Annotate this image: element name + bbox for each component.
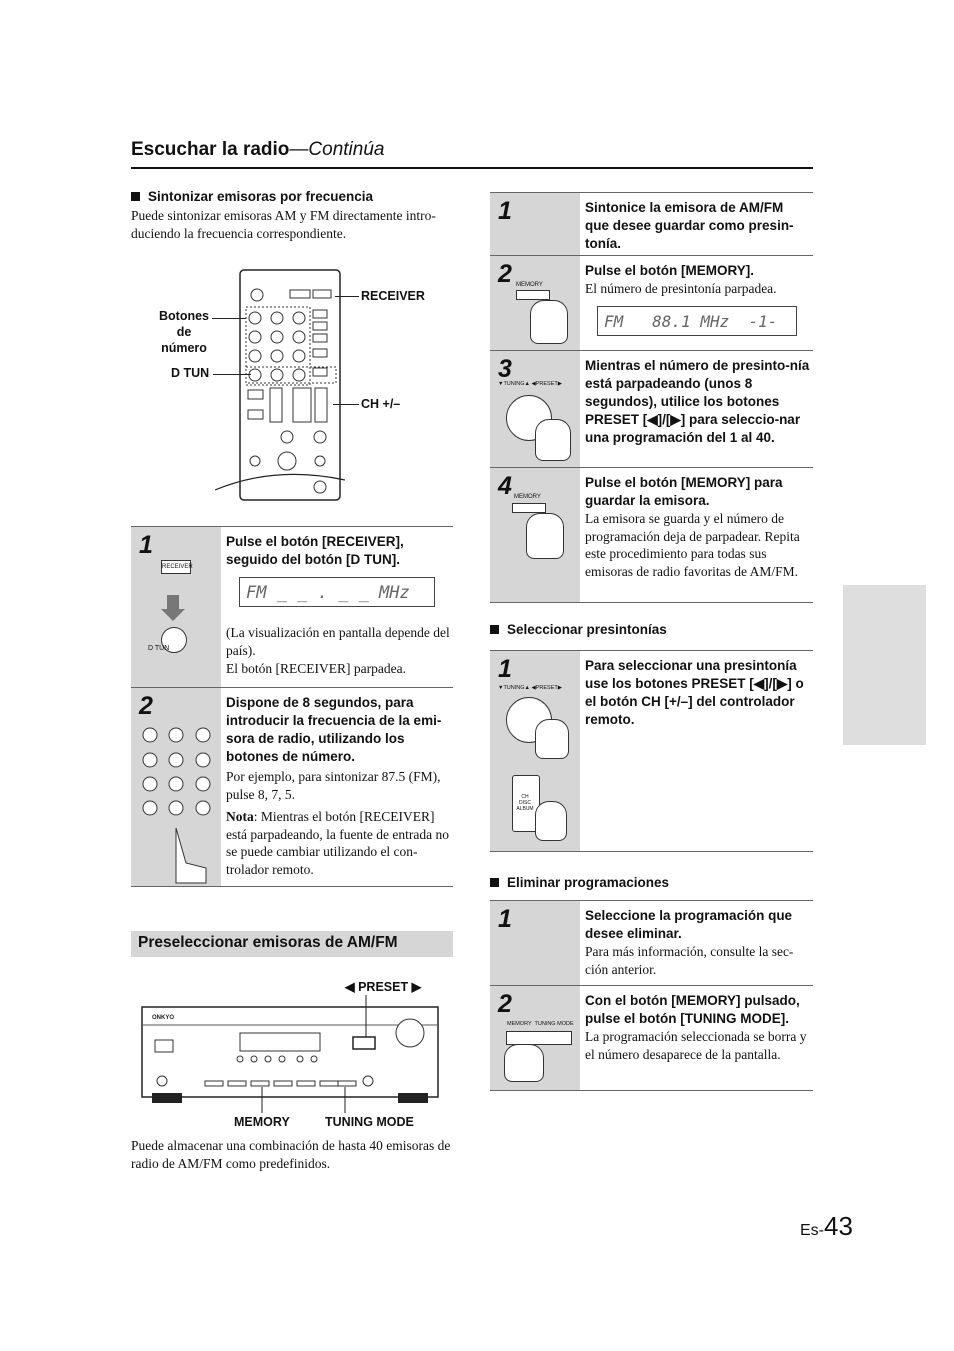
section-title-bar [131, 931, 453, 957]
section-title: Preseleccionar emisoras de AM/FM [138, 934, 398, 951]
step-text [226, 694, 451, 878]
finger-icon [530, 300, 568, 344]
step-text [585, 199, 811, 253]
select-heading: Seleccionar presintonías [490, 622, 667, 637]
step-example: Por ejemplo, para sintonizar 87.5 (FM), pulse 8, 7, 5. [226, 769, 441, 802]
page-number: Es-43 [800, 1211, 853, 1241]
label-ch: CH +/– [361, 397, 401, 411]
freq-heading: Sintonizar emisoras por frecuencia [131, 189, 373, 204]
leader-line [212, 318, 246, 319]
tuning-preset-label: ▼TUNING▲ ◀PRESET▶ [498, 381, 562, 387]
freq-intro: Puede sintonizar emisoras AM y FM directamente intro-duciendo la frecuencia correspondiente. [131, 208, 436, 241]
step-instruction: Mientras el número de presinto-nía está parpadeando (unos 8 segundos), utilice los botones PRESET [◀]/[▶] para seleccio-nar una programación del 1 al 40. [585, 358, 810, 445]
step-description: Para más información, consulte la sec-ción anterior. [585, 944, 794, 977]
leader-line [213, 374, 251, 375]
step-instruction: Pulse el botón [MEMORY] para guardar la emisora. [585, 475, 783, 508]
step-instruction: Seleccione la programación que desee eliminar. [585, 908, 793, 941]
step-number: 1 [498, 905, 512, 933]
finger-icon [535, 801, 567, 841]
step-description: La programación seleccionada se borra y el número desaparece de la pantalla. [585, 1029, 807, 1062]
label-tuning-mode: TUNING MODE [325, 1115, 414, 1129]
label-dtun: D TUN [171, 366, 210, 380]
display-panel: FM 88.1 MHz -1- [597, 306, 797, 336]
step-text [585, 262, 811, 298]
leader-line [335, 296, 359, 297]
label-preset: ◀ PRESET ▶ [345, 980, 422, 994]
buttons-icon [506, 1031, 572, 1045]
step-number: 1 [498, 197, 512, 225]
leader-line [333, 404, 359, 405]
step-number: 3 [498, 355, 512, 383]
step-text [226, 533, 451, 569]
step-instruction: Sintonice la emisora de AM/FM que desee guardar como presin-tonía. [585, 200, 794, 251]
delete-step-1 [490, 900, 813, 985]
header-rule [131, 167, 813, 169]
ch-label: CH DISC ALBUM [516, 794, 534, 812]
step-number: 1 [498, 655, 512, 683]
step-instruction: Para seleccionar una presintonía use los botones PRESET [◀]/[▶] o el botón CH [+/–] del controlador remoto. [585, 658, 804, 727]
delete-heading: Eliminar programaciones [490, 875, 669, 890]
right-step-3 [490, 350, 813, 467]
dtun-label: D TUN [148, 645, 170, 652]
label-receiver: RECEIVER [361, 289, 425, 303]
hand-icon [504, 1044, 544, 1082]
step-instruction: Pulse el botón [RECEIVER], seguido del botón [D TUN]. [226, 534, 404, 567]
receiver-button-icon: RECEIVER [161, 560, 191, 574]
step-number: 2 [498, 260, 512, 288]
left-step-1 [131, 526, 453, 687]
header-title: Escuchar la radio [131, 139, 290, 160]
memory-label: MEMORY [516, 282, 543, 288]
delete-step-2 [490, 985, 813, 1091]
preset-footer: Puede almacenar una combinación de hasta 40 emisoras de radio de AM/FM como predefinidos. [131, 1138, 451, 1171]
step-number: 4 [498, 472, 512, 500]
step-text [585, 907, 811, 978]
step-note2: El botón [RECEIVER] parpadea. [226, 661, 406, 676]
step-instruction: Dispone de 8 segundos, para introducir la frecuencia de la emi-sora de radio, utilizando los botones de número. [226, 695, 442, 764]
step-description: El número de presintonía parpadea. [585, 281, 777, 296]
label-number-buttons: Botones de número [159, 309, 209, 355]
finger-icon [535, 719, 569, 759]
label-memory: MEMORY [234, 1115, 290, 1129]
left-step-2 [131, 687, 453, 887]
side-tab [843, 585, 926, 745]
display-panel: FM _ _ . _ _ MHz [239, 577, 435, 607]
step-description: La emisora se guarda y el número de programación deja de parpadear. Repita este procedimiento para todas sus emisoras de radio favoritas de AM/FM. [585, 511, 800, 579]
down-arrow-head-icon [161, 609, 185, 621]
select-step-1 [490, 650, 813, 852]
tuning-preset-label: ▼TUNING▲ ◀PRESET▶ [498, 685, 562, 691]
finger-icon [526, 513, 564, 559]
brand-logo: ONKYO [152, 1015, 175, 1021]
receiver-front-panel [140, 995, 440, 1115]
step-number: 1 [139, 531, 153, 559]
step-text [585, 657, 811, 729]
right-step-4 [490, 467, 813, 603]
page-header [131, 139, 384, 161]
finger-icon [535, 419, 571, 461]
step-number: 2 [139, 692, 153, 720]
step-note: (La visualización en pantalla depende del país). [226, 625, 450, 658]
step-text [585, 357, 811, 447]
step-instruction: Pulse el botón [MEMORY]. [585, 263, 755, 278]
right-step-1 [490, 192, 813, 255]
step-text [585, 474, 811, 580]
step-number: 2 [498, 990, 512, 1018]
down-arrow-icon [167, 595, 179, 609]
memory-button-icon [512, 503, 546, 513]
remote-illustration [215, 265, 345, 505]
header-continued: —Continúa [289, 139, 385, 160]
memory-button-icon [516, 290, 550, 300]
memory-label: MEMORY [514, 494, 541, 500]
memory-tuning-label: MEMORY TUNING MODE [507, 1021, 574, 1027]
step-text [585, 992, 811, 1063]
step-note: Nota: Mientras el botón [RECEIVER] está parpadeando, la fuente de entrada no se puede cambiar utilizando el con-trolador remoto. [226, 809, 450, 877]
right-step-2 [490, 255, 813, 350]
step-instruction: Con el botón [MEMORY] pulsado, pulse el botón [TUNING MODE]. [585, 993, 800, 1026]
